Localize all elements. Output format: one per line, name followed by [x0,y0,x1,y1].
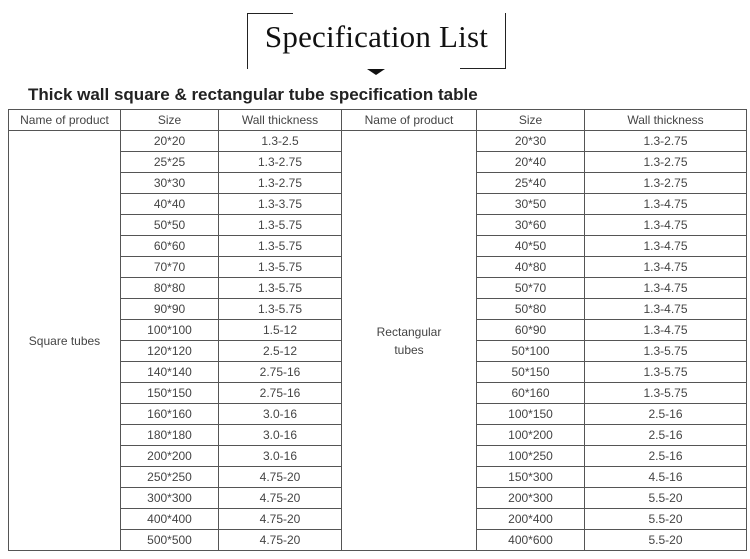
table-heading: Thick wall square & rectangular tube specification table [28,85,478,104]
size-cell: 20*30 [477,131,585,152]
spec-table [8,109,747,551]
wall-thickness-cell: 1.3-5.75 [219,215,342,236]
size-cell: 50*100 [477,341,585,362]
wall-thickness-cell: 5.5-20 [585,488,747,509]
size-cell: 150*300 [477,467,585,488]
size-cell: 100*200 [477,425,585,446]
wall-thickness-cell: 1.3-2.75 [585,152,747,173]
size-cell: 200*400 [477,509,585,530]
title-banner [247,13,506,69]
wall-thickness-cell: 4.75-20 [219,467,342,488]
wall-thickness-cell: 3.0-16 [219,404,342,425]
header-cell: Name of product [9,110,121,131]
size-cell: 70*70 [121,257,219,278]
wall-thickness-cell: 1.3-4.75 [585,320,747,341]
wall-thickness-cell: 2.5-12 [219,341,342,362]
size-cell: 180*180 [121,425,219,446]
size-cell: 250*250 [121,467,219,488]
wall-thickness-cell: 2.5-16 [585,425,747,446]
size-cell: 160*160 [121,404,219,425]
triangle-down-icon [367,69,385,75]
wall-thickness-cell: 1.3-2.75 [585,173,747,194]
page-title: Specification List [264,19,489,54]
wall-thickness-cell: 1.3-3.75 [219,194,342,215]
size-cell: 60*90 [477,320,585,341]
wall-thickness-cell: 2.75-16 [219,362,342,383]
size-cell: 50*70 [477,278,585,299]
table-row [9,131,747,152]
wall-thickness-cell: 1.3-4.75 [585,278,747,299]
wall-thickness-cell: 3.0-16 [219,425,342,446]
product-name-cell: Square tubes [9,131,121,551]
size-cell: 40*80 [477,257,585,278]
size-cell: 140*140 [121,362,219,383]
header-cell: Size [477,110,585,131]
wall-thickness-cell: 1.3-2.75 [219,152,342,173]
size-cell: 30*60 [477,215,585,236]
size-cell: 60*160 [477,383,585,404]
wall-thickness-cell: 1.3-4.75 [585,257,747,278]
size-cell: 50*50 [121,215,219,236]
wall-thickness-cell: 1.3-5.75 [219,278,342,299]
product-name-cell: Rectangular tubes [342,131,477,551]
size-cell: 100*100 [121,320,219,341]
size-cell: 50*80 [477,299,585,320]
size-cell: 200*300 [477,488,585,509]
wall-thickness-cell: 1.3-2.75 [585,131,747,152]
wall-thickness-cell: 1.3-5.75 [585,362,747,383]
size-cell: 25*25 [121,152,219,173]
size-cell: 100*250 [477,446,585,467]
size-cell: 40*50 [477,236,585,257]
size-cell: 150*150 [121,383,219,404]
size-cell: 400*400 [121,509,219,530]
wall-thickness-cell: 2.5-16 [585,404,747,425]
wall-thickness-cell: 1.3-5.75 [585,341,747,362]
size-cell: 50*150 [477,362,585,383]
header-row [9,110,747,131]
wall-thickness-cell: 5.5-20 [585,530,747,551]
wall-thickness-cell: 1.3-4.75 [585,236,747,257]
header-cell: Wall thickness [219,110,342,131]
wall-thickness-cell: 1.3-5.75 [219,257,342,278]
size-cell: 80*80 [121,278,219,299]
wall-thickness-cell: 1.3-5.75 [219,236,342,257]
wall-thickness-cell: 1.3-4.75 [585,299,747,320]
wall-thickness-cell: 4.75-20 [219,488,342,509]
wall-thickness-cell: 1.5-12 [219,320,342,341]
wall-thickness-cell: 1.3-5.75 [219,299,342,320]
wall-thickness-cell: 5.5-20 [585,509,747,530]
size-cell: 500*500 [121,530,219,551]
wall-thickness-cell: 4.5-16 [585,467,747,488]
wall-thickness-cell: 1.3-5.75 [585,383,747,404]
wall-thickness-cell: 2.5-16 [585,446,747,467]
size-cell: 100*150 [477,404,585,425]
size-cell: 30*50 [477,194,585,215]
size-cell: 20*40 [477,152,585,173]
size-cell: 400*600 [477,530,585,551]
size-cell: 30*30 [121,173,219,194]
header-cell: Wall thickness [585,110,747,131]
wall-thickness-cell: 4.75-20 [219,509,342,530]
wall-thickness-cell: 1.3-4.75 [585,215,747,236]
size-cell: 120*120 [121,341,219,362]
header-cell: Name of product [342,110,477,131]
size-cell: 300*300 [121,488,219,509]
size-cell: 40*40 [121,194,219,215]
wall-thickness-cell: 1.3-2.75 [219,173,342,194]
wall-thickness-cell: 1.3-4.75 [585,194,747,215]
wall-thickness-cell: 4.75-20 [219,530,342,551]
header-cell: Size [121,110,219,131]
wall-thickness-cell: 2.75-16 [219,383,342,404]
wall-thickness-cell: 1.3-2.5 [219,131,342,152]
size-cell: 20*20 [121,131,219,152]
wall-thickness-cell: 3.0-16 [219,446,342,467]
size-cell: 60*60 [121,236,219,257]
size-cell: 200*200 [121,446,219,467]
size-cell: 25*40 [477,173,585,194]
spec-table-body [9,110,747,551]
size-cell: 90*90 [121,299,219,320]
